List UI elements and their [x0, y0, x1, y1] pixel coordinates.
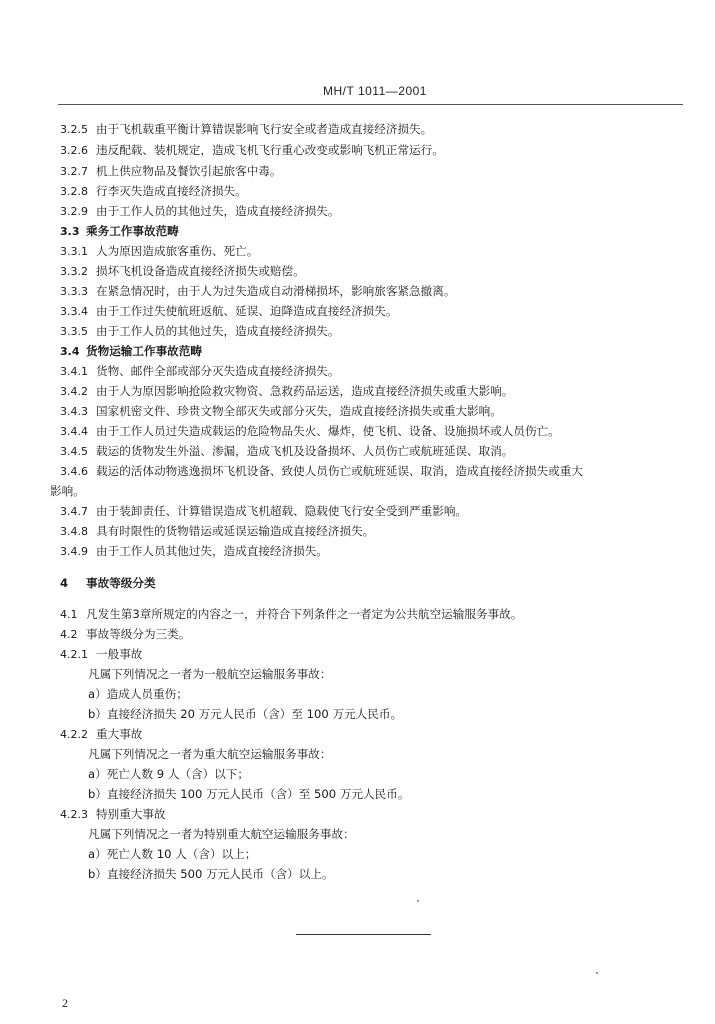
clause-number: 3.3.2	[60, 265, 88, 278]
list-item-text: b）直接经济损失 500 万元人民币（含）以上。	[88, 867, 334, 881]
clause-number: 4.2.2	[60, 728, 88, 741]
clause-number: 3.3.4	[60, 305, 88, 318]
clause-number: 3.2.7	[60, 165, 88, 178]
scan-speck	[417, 900, 419, 902]
list-intro	[88, 826, 355, 842]
clause-3-4-8	[60, 523, 374, 540]
clause-number: 3.4.4	[60, 425, 88, 438]
clause-number: 3.2.5	[60, 123, 88, 136]
clause-3-4-6	[60, 463, 583, 480]
subsection-number: 3.3	[60, 225, 80, 238]
clause-3-4-5	[60, 443, 513, 460]
list-item-text: a）造成人员重伤；	[88, 687, 188, 701]
clause-number: 3.4.5	[60, 445, 88, 458]
clause-text: 载运的活体动物逃逸损坏飞机设备、致使人员伤亡或航班延误、取消，造成直接经济损失或重大	[96, 464, 583, 478]
clause-3-4-9	[60, 543, 328, 560]
clause-3-2-5	[60, 121, 432, 138]
list-intro-text: 凡属下列情况之一者为一般航空运输服务事故：	[88, 667, 332, 681]
list-intro	[88, 666, 331, 682]
list-item-text: b）直接经济损失 20 万元人民币（含）至 100 万元人民币。	[88, 707, 403, 721]
subsection-3-3	[60, 223, 179, 240]
clause-3-4-2	[60, 383, 513, 400]
clause-number: 4.1	[60, 608, 78, 621]
list-item-text: a）死亡人数 10 人（含）以上；	[88, 847, 257, 861]
list-item-text: b）直接经济损失 100 万元人民币（含）至 500 万元人民币。	[88, 787, 410, 801]
clause-3-3-1	[60, 243, 258, 260]
clause-text: 由于人为原因影响抢险救灾物资、急救药品运送，造成直接经济损失或重大影响。	[96, 384, 514, 398]
clause-3-4-6-continued	[50, 483, 85, 499]
section-number: 4	[60, 576, 69, 590]
list-item-b	[88, 706, 402, 722]
subsection-3-4	[60, 343, 202, 360]
clause-3-4-3	[60, 403, 502, 420]
clause-text: 载运的货物发生外溢、渗漏，造成飞机及设备损坏、人员伤亡或航班延误、取消。	[96, 444, 514, 458]
clause-3-2-8	[60, 183, 247, 200]
list-item-a	[88, 846, 256, 862]
clause-text: 货物、邮件全部或部分灭失造成直接经济损失。	[96, 364, 340, 378]
end-rule	[296, 934, 431, 935]
clause-text: 凡发生第3章所规定的内容之一，并符合下列条件之一者定为公共航空运输服务事故。	[86, 607, 523, 621]
clause-text: 人为原因造成旅客重伤、死亡。	[96, 244, 259, 258]
clause-text: 由于工作人员的其他过失，造成直接经济损失。	[96, 324, 340, 338]
clause-text: 由于工作人员过失造成载运的危险物品失火、爆炸，使飞机、设备、设施损坏或人员伤亡。	[96, 424, 560, 438]
clause-text: 机上供应物品及餐饮引起旅客中毒。	[96, 164, 282, 178]
scan-speck	[596, 972, 598, 974]
clause-4-2-1	[60, 646, 142, 663]
clause-text: 由于装卸责任、计算错误造成飞机超载、隐载使飞行安全受到严重影响。	[96, 504, 468, 518]
section-4-heading	[60, 575, 156, 591]
clause-text: 国家机密文件、珍贵文物全部灭失或部分灭失，造成直接经济损失或重大影响。	[96, 404, 502, 418]
clause-number: 3.2.9	[60, 205, 88, 218]
list-intro	[88, 746, 331, 762]
clause-3-3-5	[60, 323, 339, 340]
clause-number: 3.4.3	[60, 405, 88, 418]
clause-4-2-2	[60, 726, 142, 743]
section-title: 事故等级分类	[86, 576, 156, 590]
clause-text: 由于工作过失使航班返航、延误、迫降造成直接经济损失。	[96, 304, 398, 318]
clause-3-4-4	[60, 423, 560, 440]
list-intro-text: 凡属下列情况之一者为重大航空运输服务事故：	[88, 747, 332, 761]
clause-text: 重大事故	[96, 727, 143, 741]
clause-text: 特别重大事故	[96, 807, 166, 821]
clause-number: 3.3.3	[60, 285, 88, 298]
clause-text: 由于飞机载重平衡计算错误影响飞行安全或者造成直接经济损失。	[96, 122, 433, 136]
clause-number: 3.4.6	[60, 465, 88, 478]
list-item-a	[88, 686, 188, 702]
clause-number: 3.4.7	[60, 505, 88, 518]
list-item-text: a）死亡人数 9 人（含）以下；	[88, 767, 249, 781]
clause-number: 3.2.6	[60, 144, 88, 157]
clause-number: 3.2.8	[60, 185, 88, 198]
list-item-a	[88, 766, 249, 782]
clause-3-4-1	[60, 363, 339, 380]
clause-text: 事故等级分为三类。	[86, 627, 191, 641]
clause-3-4-7	[60, 503, 467, 520]
clause-text: 一般事故	[96, 647, 143, 661]
list-intro-text: 凡属下列情况之一者为特别重大航空运输服务事故：	[88, 827, 355, 841]
clause-4-2-3	[60, 806, 166, 823]
clause-number: 3.4.9	[60, 545, 88, 558]
clause-3-3-3	[60, 283, 455, 300]
clause-3-3-4	[60, 303, 397, 320]
list-item-b	[88, 866, 334, 882]
page-number: 2	[62, 996, 68, 1010]
clause-number: 3.4.2	[60, 385, 88, 398]
header-rule	[58, 104, 683, 105]
clause-4-1	[60, 606, 522, 623]
standard-code: MH/T 1011—2001	[323, 84, 427, 98]
clause-number: 3.4.1	[60, 365, 88, 378]
clause-3-2-7	[60, 163, 282, 180]
clause-4-2	[60, 626, 190, 643]
clause-text: 具有时限性的货物错运或延误运输造成直接经济损失。	[96, 524, 375, 538]
clause-3-3-2	[60, 263, 305, 280]
clause-number: 4.2	[60, 628, 78, 641]
clause-text: 在紧急情况时，由于人为过失造成自动滑梯损坏，影响旅客紧急撤离。	[96, 284, 456, 298]
subsection-title: 乘务工作事故范畴	[86, 224, 179, 238]
subsection-number: 3.4	[60, 345, 80, 358]
clause-text: 由于工作人员其他过失，造成直接经济损失。	[96, 544, 328, 558]
clause-text: 行李灭失造成直接经济损失。	[96, 184, 247, 198]
clause-text: 影响。	[50, 484, 85, 498]
clause-3-2-6	[60, 142, 444, 159]
subsection-title: 货物运输工作事故范畴	[86, 344, 202, 358]
clause-number: 4.2.3	[60, 808, 88, 821]
clause-text: 损坏飞机设备造成直接经济损失或赔偿。	[96, 264, 305, 278]
clause-number: 3.3.1	[60, 245, 88, 258]
list-item-b	[88, 786, 409, 802]
clause-number: 4.2.1	[60, 648, 88, 661]
clause-text: 由于工作人员的其他过失，造成直接经济损失。	[96, 204, 340, 218]
clause-text: 违反配载、装机规定，造成飞机飞行重心改变或影响飞机正常运行。	[96, 143, 444, 157]
clause-number: 3.4.8	[60, 525, 88, 538]
clause-3-2-9	[60, 203, 339, 220]
clause-number: 3.3.5	[60, 325, 88, 338]
